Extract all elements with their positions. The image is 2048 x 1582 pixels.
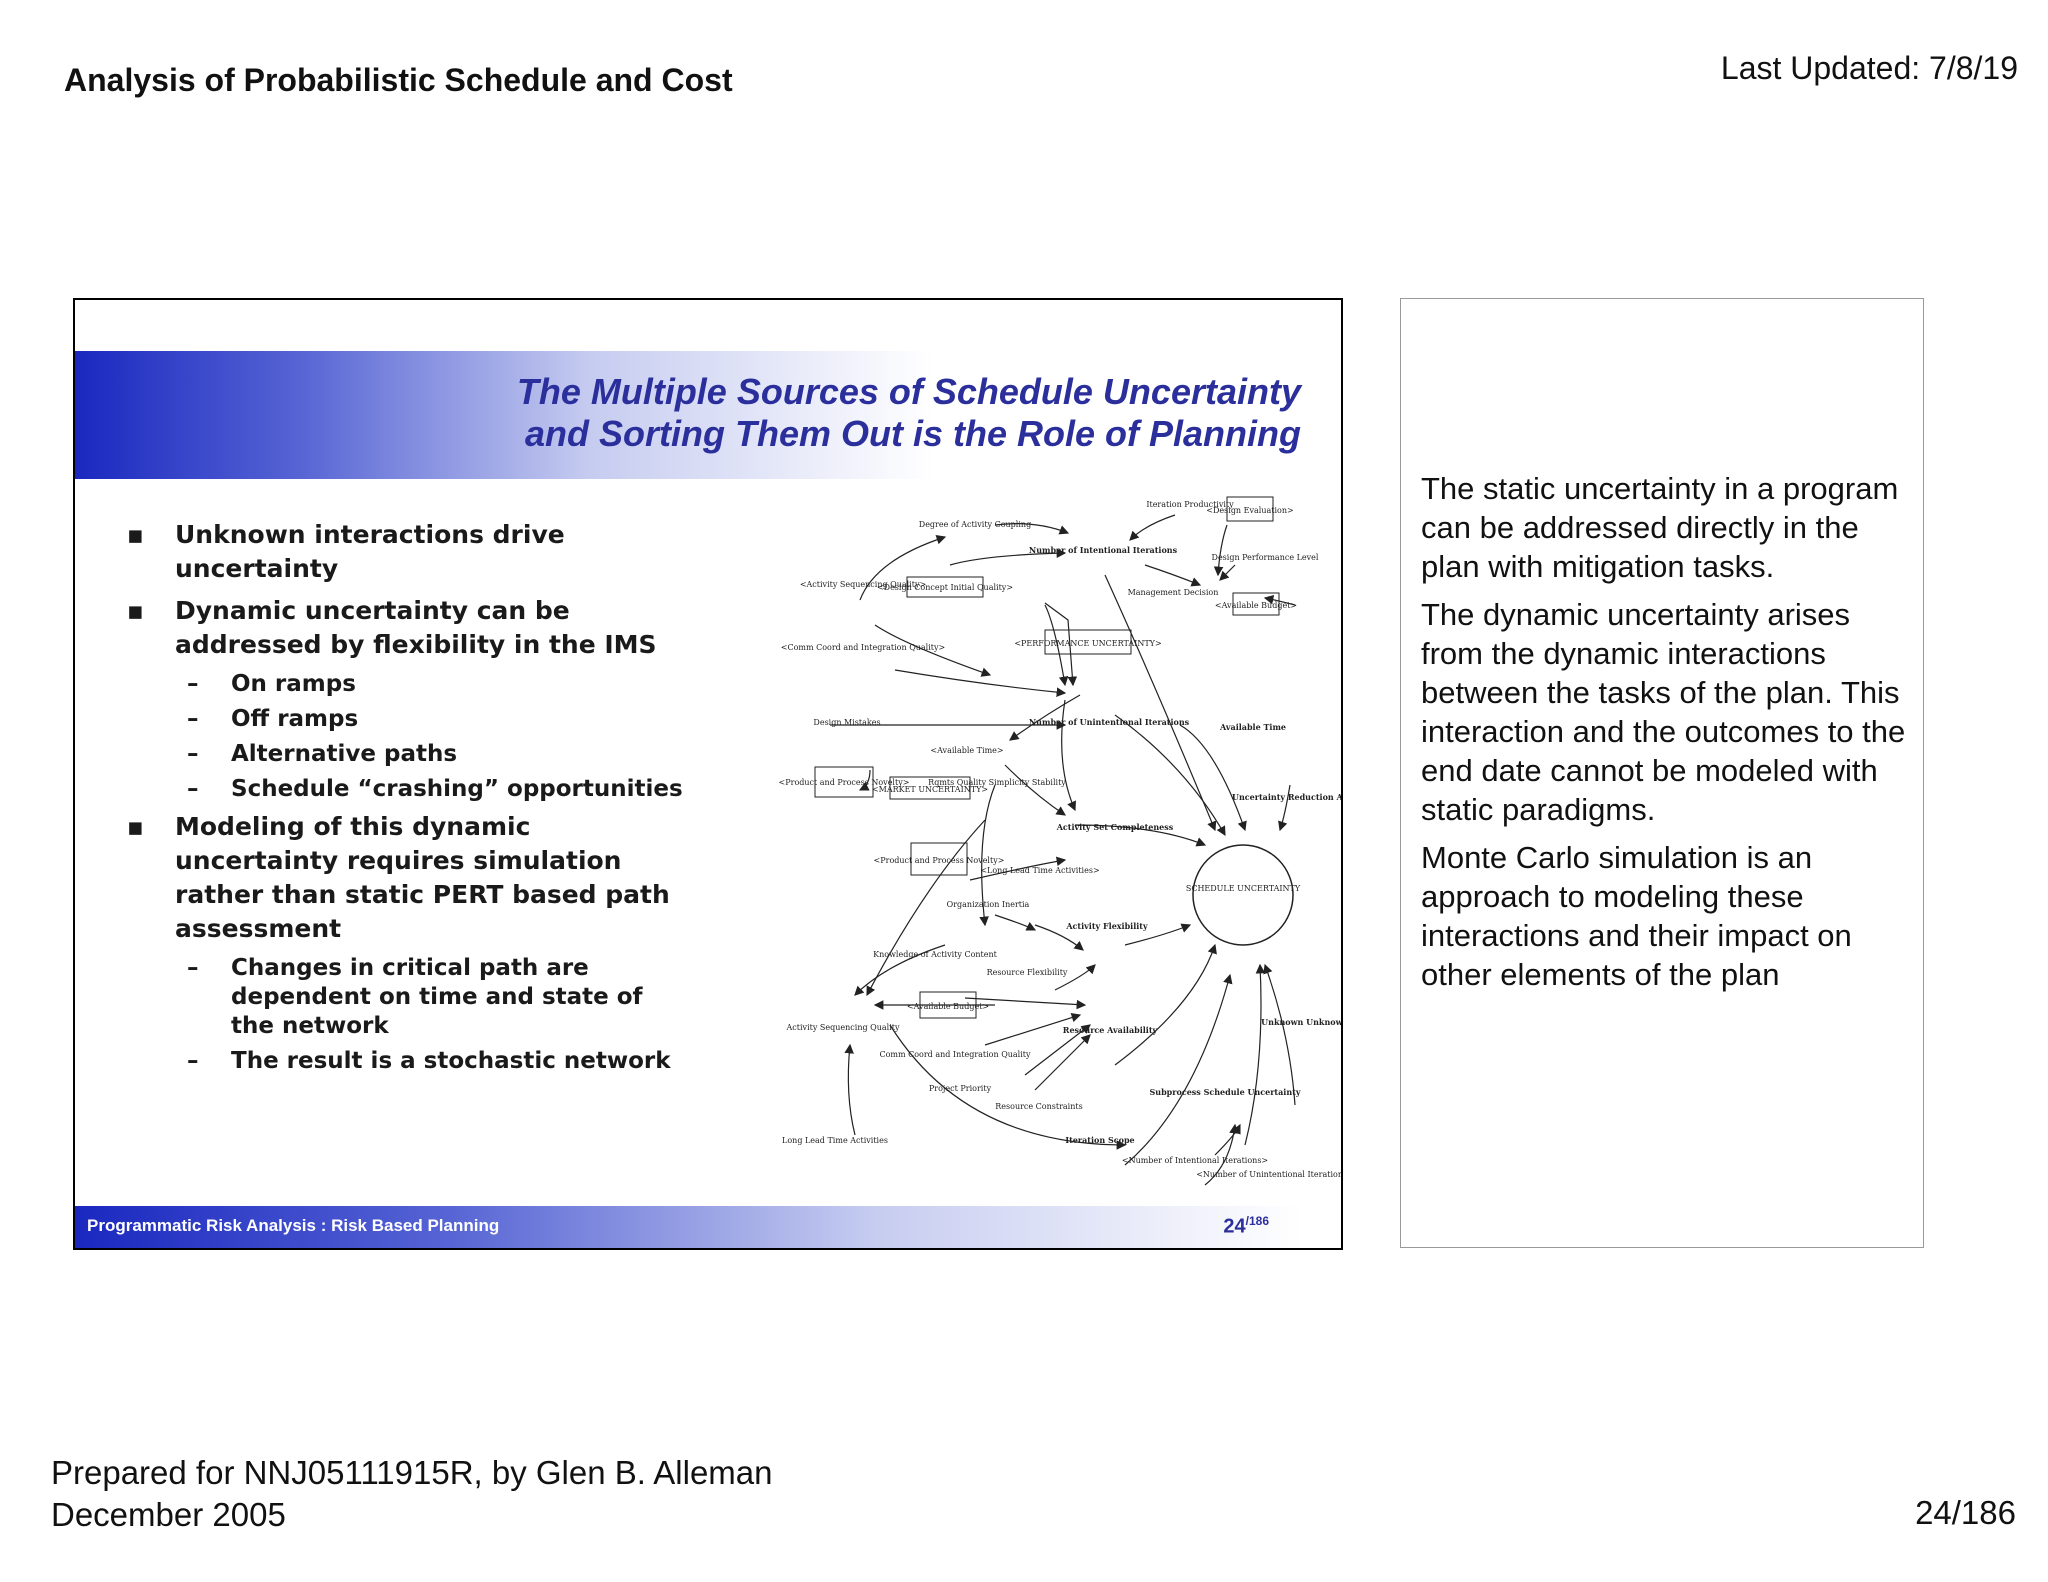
sub-bullet-item: – On ramps [127,670,687,699]
diagram-label: <Available Budget> [1214,601,1298,610]
sub-bullet-item: – Changes in critical path are dependent on time and state of the network [127,954,687,1041]
slide-page-total: /186 [1245,1214,1269,1228]
diagram-label: Activity Set Completeness [1056,822,1174,832]
slide-title-line-2: and Sorting Them Out is the Role of Planning [524,413,1301,454]
slide-footer-bar [75,1206,1301,1248]
last-updated: Last Updated: 7/8/19 [1720,50,2018,86]
diagram-label: Comm Coord and Integration Quality [879,1050,1031,1059]
diagram-label: Uncertainty Reduction Actions [1232,792,1370,802]
slide-bullet-list [127,518,687,1082]
diagram-label: Subprocess Schedule Uncertainty [1149,1087,1301,1097]
diagram-label: <Number of Unintentional Iterations> [1196,1170,1354,1179]
slide-title [517,371,1301,455]
diagram-label: Activity Sequencing Quality [786,1023,900,1032]
diagram-label: <PERFORMANCE UNCERTAINTY> [1014,639,1162,648]
diagram-label: Long Lead Time Activities [782,1136,888,1145]
document-title: Analysis of Probabilistic Schedule and Cost [64,62,733,98]
diagram-label: Degree of Activity Coupling [918,520,1032,529]
notes-paragraph: Monte Carlo simulation is an approach to modeling these interactions and their impact on other elements of the plan [1421,840,1852,992]
sub-bullet-item: – Off ramps [127,705,687,734]
diagram-label: Activity Flexibility [1066,921,1148,931]
diagram-label: <Available Time> [930,746,1004,755]
diagram-label: SCHEDULE UNCERTAINTY [1185,884,1301,893]
prepared-for-block [51,1452,773,1536]
diagram-label: Resource Flexibility [986,968,1068,977]
diagram-label: <Long Lead Time Activities> [980,866,1100,875]
speaker-notes-panel [1400,298,1924,1248]
slide-page-number [1223,1214,1269,1239]
diagram-label: <Comm Coord and Integration Quality> [780,643,946,652]
causal-loop-diagram [735,485,1370,1205]
diagram-label: Project Priority [928,1084,992,1093]
prepared-date: December 2005 [51,1496,286,1533]
prepared-for: Prepared for NNJ05111915R, by Glen B. Alleman [51,1454,773,1491]
sub-bullet-item: – Alternative paths [127,740,687,769]
page-number: 24/186 [1915,1494,2016,1531]
diagram-label: Unknown Unknowns [1261,1017,1353,1027]
notes-text [1421,469,1911,1003]
schedule-uncertainty-node [1193,845,1293,945]
notes-paragraph: The static uncertainty in a program can be addressed directly in the plan with mitigation tasks. [1421,471,1899,584]
diagram-label: <MARKET UNCERTAINTY> [871,785,989,794]
sub-bullet-item: – Schedule “crashing” opportunities [127,775,687,804]
notes-paragraph: The dynamic uncertainty arises from the dynamic interactions between the tasks of the plan. This interaction and the outcomes to the end date cannot be modeled with static paradigms. [1421,597,1906,827]
diagram-label: <Design Evaluation> [1206,506,1294,515]
diagram-label: <Product and Process Novelty> [873,856,1005,865]
sub-bullet-item: – The result is a stochastic network [127,1047,687,1076]
diagram-label: Management Decision [1127,588,1219,597]
diagram-label: Resource Constraints [995,1102,1083,1111]
diagram-label: Knowledge of Activity Content [873,950,997,959]
diagram-label: Design Mistakes [813,718,881,727]
bullet-item: ▪ Modeling of this dynamic uncertainty requires simulation rather than static PERT based path assessment [127,810,687,946]
diagram-label: Design Performance Level [1211,553,1319,562]
diagram-label: Available Time [1219,722,1287,732]
diagram-label: Number of Unintentional Iterations [1028,717,1190,727]
diagram-label: <Activity Sequencing Quality> [799,580,927,589]
diagram-arrows [830,515,1298,1185]
diagram-label: Iteration Scope [1065,1135,1135,1145]
bullet-item: ▪ Dynamic uncertainty can be addressed by flexibility in the IMS [127,594,687,662]
slide-thumbnail [73,298,1370,1250]
diagram-label: Iteration Productivity [1146,500,1234,509]
slide-footer-label: Programmatic Risk Analysis : Risk Based Planning [87,1216,500,1235]
diagram-label: Resource Availability [1062,1025,1158,1035]
diagram-label: Rqmts Quality Simplicity Stability [928,778,1066,787]
diagram-label: Number of Intentional Iterations [1028,545,1178,555]
diagram-label: <Number of Intentional Iterations> [1121,1156,1269,1165]
diagram-label: Organization Inertia [946,900,1030,909]
diagram-label: <Product and Process Novelty> [778,778,910,787]
slide-title-line-1: The Multiple Sources of Schedule Uncertainty [516,371,1301,412]
bullet-item: ▪ Unknown interactions drive uncertainty [127,518,687,586]
diagram-label: <Available Budget> [906,1002,990,1011]
diagram-label: <Design Concept Initial Quality> [876,583,1014,592]
slide-page-current: 24 [1223,1215,1246,1238]
